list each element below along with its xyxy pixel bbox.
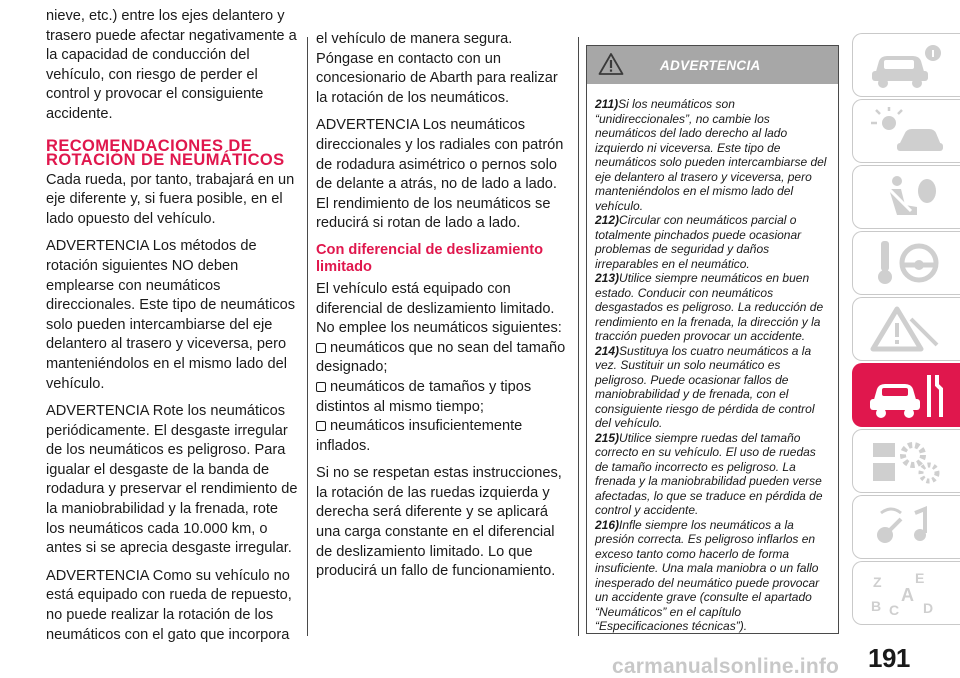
key-steering-icon — [867, 239, 947, 289]
car-wrench-icon — [867, 371, 947, 421]
section-heading: RECOMENDACIONES DE ROTACIÓN DE NEUMÁTICOS — [46, 136, 285, 169]
warning-list — [587, 84, 838, 634]
column-divider — [307, 37, 308, 636]
warning-item: 215)Utilice siempre ruedas del tamaño correcto en su vehículo. El uso de ruedas de tamaño incorrecto es peligroso. La frenada y la maniobrabilidad pueden verse afectadas, lo que se traduce en pérdida de control y accidente. — [595, 430, 823, 517]
svg-text:C: C — [889, 602, 900, 618]
paragraph: El vehículo está equipado con diferencial de deslizamiento limitado. No emplee los neumáticos siguientes: — [316, 280, 562, 337]
paragraph: el vehículo de manera segura. Póngase en contacto con un concesionario de Abarth para realizar la rotación de los neumáticos. — [316, 31, 558, 106]
warning-item: 213)Utilice siempre neumáticos en buen estado. Conducir con neumáticos desgastados es peligroso. La reducción de rendimiento en la frenada, la dirección y la tracción pueden provocar un accidente. — [595, 271, 824, 343]
svg-text:Z: Z — [873, 574, 882, 590]
svg-text:D: D — [923, 600, 934, 616]
column-divider — [578, 37, 579, 636]
paragraph: Cada rueda, por tanto, trabajará en un eje diferente y, si fuera posible, en el lado opuesto del vehículo. — [46, 171, 295, 227]
warning-item: 211)Si los neumáticos son “unidireccionales”, no cambie los neumáticos del lado derecho al lado izquierdo ni viceversa. Este tipo de neumáticos solo pueden intercambiarse del eje delantero al trasero y viceversa, pero manteniéndolos en el mismo lado del vehículo. — [595, 97, 827, 213]
text-column-left — [46, 7, 298, 653]
warning-item: 214)Sustituya los cuatro neumáticos a la vez. Sustituir un solo neumático es peligroso. Puede ocasionar fallos de maniobrabilidad y de frenada, con el consiguiente riesgo de pérdida de control del vehículo. — [595, 343, 815, 430]
text-column-middle — [316, 30, 572, 590]
paragraph: ADVERTENCIA Como su vehículo no está equipado con rueda de repuesto, no puede realizar la rotación de los neumáticos con el gato que incorpora — [46, 567, 292, 643]
tab-index[interactable] — [852, 561, 960, 625]
tab-emergency[interactable] — [852, 297, 960, 361]
svg-text:A: A — [901, 585, 914, 605]
tab-vehicle-knowledge[interactable] — [852, 33, 960, 97]
page-number: 191 — [868, 643, 910, 673]
paragraph: Si no se respetan estas instrucciones, la rotación de las ruedas izquierda y derecha será diferente y se aplicará una carga constante en el diferencial de deslizamiento limitado. Lo que producirá un fallo de funcionamiento. — [316, 465, 562, 580]
paragraph: ADVERTENCIA Rote los neumáticos periódicamente. El desgaste irregular de los neumáticos es peligroso. Para igualar el desgaste de la banda de rodadura y preservar el rendimiento de la maniobrabilidad y la frenada, rote los neumáticos cada 10.000 km, o antes si se aprecia desgaste irregular. — [46, 403, 298, 557]
warning-item: 216)Infle siempre los neumáticos a la presión correcta. Es peligroso inflarlos en exceso tanto como hacerlo de forma insuficiente. Una mala maniobra o un fallo inesperado del neumático puede provocar un accidente grave (consulte el apartado “Neumáticos” en el capítulo “Especificaciones técnicas”). — [595, 517, 820, 633]
car-info-icon — [867, 41, 947, 91]
tab-technical-data[interactable] — [852, 429, 960, 493]
bullet-item: neumáticos que no sean del tamaño designado; — [316, 339, 566, 376]
seat-airbag-icon — [867, 173, 947, 223]
tab-multimedia[interactable] — [852, 495, 960, 559]
tab-maintenance[interactable] — [852, 363, 960, 427]
svg-text:B: B — [871, 598, 882, 614]
watermark: carmanualsonline.info — [612, 655, 840, 678]
gears-icon — [867, 437, 947, 487]
svg-text:E: E — [915, 570, 925, 586]
multimedia-icon — [867, 503, 947, 553]
warning-title: ADVERTENCIA — [660, 58, 761, 73]
warning-triangle-icon — [598, 52, 624, 76]
bullet-icon — [316, 382, 326, 392]
tab-instrument-panel[interactable] — [852, 99, 960, 163]
warning-triangle-icon — [867, 305, 947, 355]
tab-starting-driving[interactable] — [852, 231, 960, 295]
subsection-heading: Con diferencial de deslizamiento limitado — [316, 241, 544, 275]
tab-safety[interactable] — [852, 165, 960, 229]
paragraph: ADVERTENCIA Los métodos de rotación siguientes NO deben emplearse con neumáticos direccionales. Este tipo de neumáticos solo pueden intercambiarse del eje delantero al trasero y viceversa, pero manteniéndolos en el mismo lado del vehículo. — [46, 238, 296, 392]
bullet-item: neumáticos de tamaños y tipos distintos al mismo tiempo; — [316, 378, 532, 415]
bullet-icon — [316, 421, 326, 431]
dashboard-lights-icon — [867, 107, 947, 157]
paragraph: ADVERTENCIA Los neumáticos direccionales y los radiales con patrón de rodadura asimétrico o pernos solo de delante a atrás, no de lado a lado. El rendimiento de los neumáticos se reducirá si rotan de lado a lado. — [316, 117, 564, 232]
warning-header — [587, 46, 838, 84]
bullet-icon — [316, 343, 326, 353]
alphabet-index-icon — [867, 569, 947, 619]
paragraph: nieve, etc.) entre los ejes delantero y trasero puede afectar negativamente a la capacidad de conducción del vehículo, con riesgo de perder el control y provocar el consiguiente accidente. — [46, 8, 297, 122]
bullet-item: neumáticos insuficientemente inflados. — [316, 418, 523, 454]
warning-item: 212)Circular con neumáticos parcial o totalmente pinchados puede ocasionar problemas de seguridad y daños irreparables en el neumático. — [595, 213, 802, 271]
warning-box — [586, 45, 839, 634]
